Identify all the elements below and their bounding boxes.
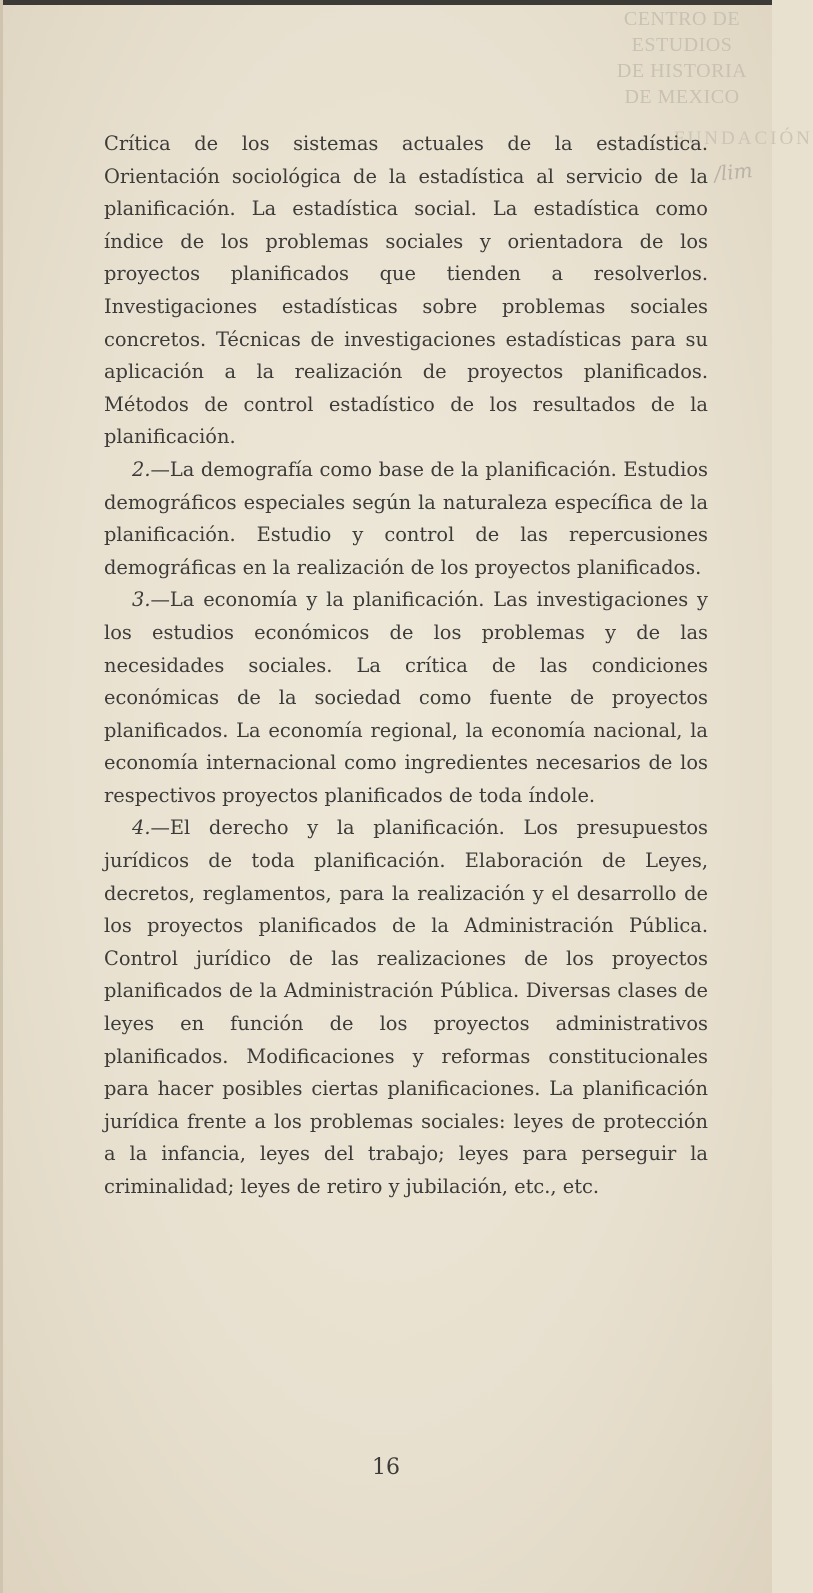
body-text [104, 128, 708, 1204]
page-number: 16 [372, 1455, 400, 1480]
paragraph-number: 3. [132, 588, 151, 612]
archive-watermark-stamp [602, 6, 813, 149]
paragraph-text: —La economía y la planificación. Las investigaciones y los estudios económicos de los problemas y de las necesidades sociales. La crítica de las condiciones económicas de la sociedad como fuente de proyectos planificados. La economía regional, la economía nacional, la economía internacional como ingredientes necesarios de los respectivos proyectos planificados de toda índole. [104, 588, 708, 807]
watermark-line: ESTUDIOS [631, 34, 733, 56]
watermark-line: DE MEXICO [624, 86, 740, 108]
watermark-fundacion: FUNDACIÓN [674, 128, 813, 149]
watermark-line: DE HISTORIA [616, 60, 748, 82]
paragraph-4 [104, 812, 708, 1203]
watermark-line: CENTRO DE [623, 8, 741, 30]
paragraph-text: Crítica de los sistemas actuales de la estadística. Orientación sociológica de la estadística al servicio de la planificación. La estadística social. La estadística como índice de los problemas sociales y orientadora de los proyectos planificados que tienden a resolverlos. Investigaciones estadísticas sobre problemas sociales concretos. Técnicas de investigaciones estadísticas para su aplicación a la realización de proyectos planificados. Métodos de control estadístico de los resultados de la planificación. [104, 132, 708, 449]
paragraph-text: —El derecho y la planificación. Los presupuestos jurídicos de toda planificación. Elaboración de Leyes, decretos, reglamentos, para la realización y el desarrollo de los proyectos planificados de la Administración Pública. Control jurídico de las realizaciones de los proyectos planificados de la Administración Pública. Diversas clases de leyes en función de los proyectos administrativos planificados. Modificaciones y reformas constitucionales para hacer posibles ciertas planificaciones. La planificación jurídica frente a los problemas sociales: leyes de protección a la infancia, leyes del trabajo; leyes para perseguir la criminalidad; leyes de retiro y jubilación, etc., etc. [104, 816, 708, 1198]
page-top-edge [0, 0, 772, 5]
paragraph-text: —La demografía como base de la planificación. Estudios demográficos especiales según la naturaleza específica de la planificación. Estudio y control de las repercusiones demográficas en la realización de los proyectos planificados. [104, 457, 708, 579]
paragraph-1 [104, 128, 708, 454]
paragraph-3 [104, 584, 708, 812]
paragraph-number: 4. [132, 816, 151, 840]
handwritten-signature: /lim [712, 158, 754, 186]
page-left-edge [0, 0, 3, 1593]
paragraph-2 [104, 454, 708, 584]
paragraph-number: 2. [132, 457, 151, 481]
